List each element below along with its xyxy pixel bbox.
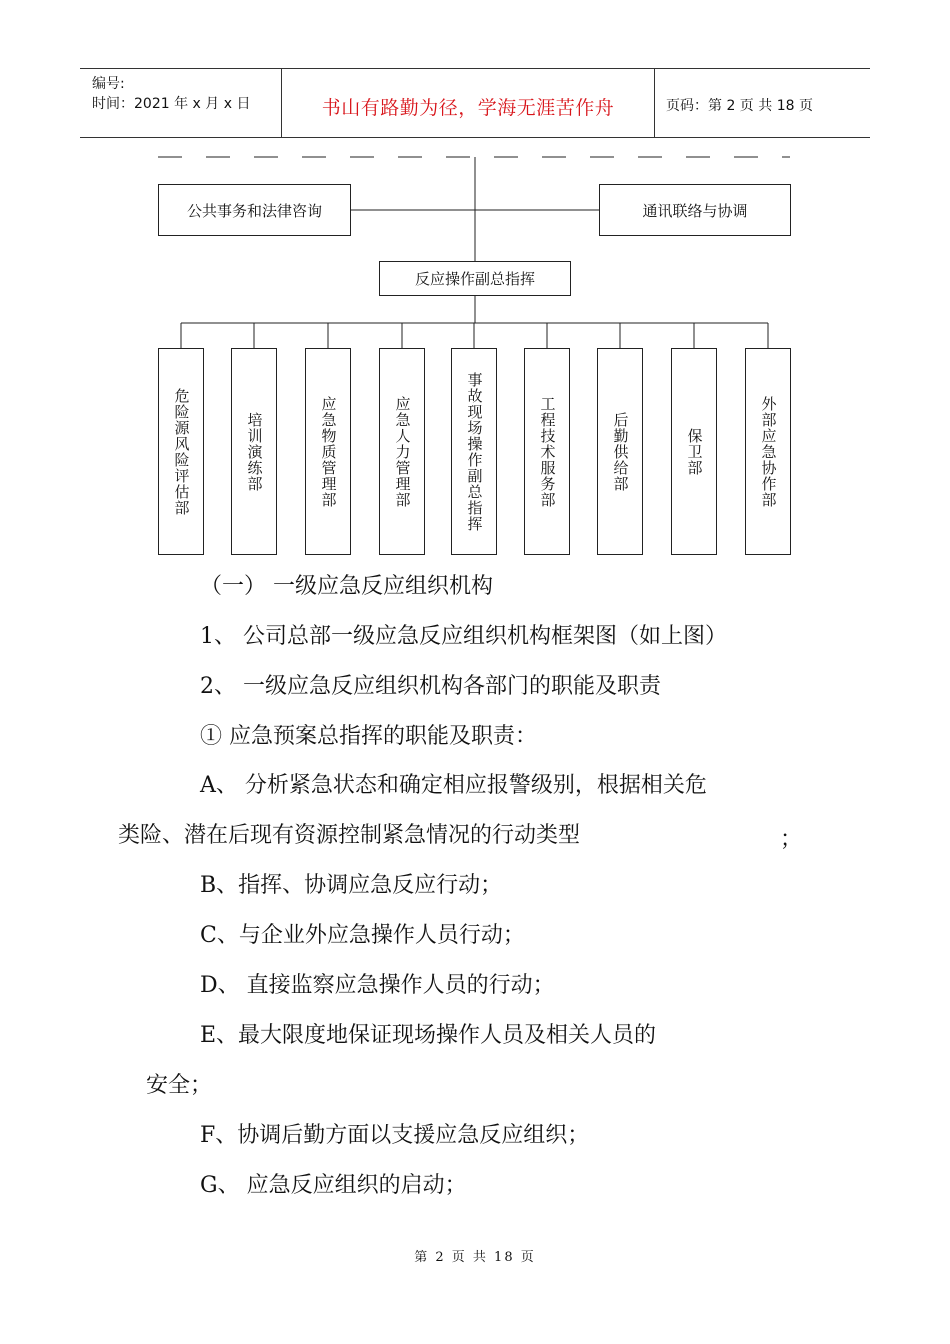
item-e-line2: 安全； (146, 1073, 213, 1098)
dept-box-training (231, 348, 277, 555)
dept-label: 应急人力管理部 (393, 395, 412, 508)
dept-box-logistics (597, 348, 643, 555)
page-footer: 第 2 页 共 18 页 (414, 1250, 536, 1265)
dept-label: 应急物质管理部 (319, 395, 338, 508)
page-header (80, 68, 870, 138)
page-number-label: 页码：第 2 页 共 18 页 (666, 98, 813, 114)
time-label: 时间：2021 年 x 月 x 日 (92, 96, 251, 112)
dept-label: 保卫部 (685, 427, 704, 476)
dept-label: 危险源风险评估部 (172, 387, 191, 516)
dept-box-site-deputy (451, 348, 497, 555)
item-f: F、协调后勤方面以支援应急反应组织； (200, 1123, 590, 1148)
item-b: B、指挥、协调应急反应行动； (200, 873, 503, 898)
item-3: ① 应急预案总指挥的职能及职责： (200, 724, 537, 749)
dept-label: 工程技术服务部 (538, 395, 557, 508)
dept-label: 培训演练部 (245, 411, 264, 492)
motto-text: 书山有路勤为径，学海无涯苦作舟 (321, 97, 615, 119)
code-label: 编号: (92, 76, 125, 92)
item-a-line2: 类险、潜在后现有资源控制紧急情况的行动类型 (118, 823, 581, 848)
dept-label: 外部应急协作部 (759, 395, 778, 508)
dept-box-manpower (379, 348, 425, 555)
section-title: （一） 一级应急反应组织机构 (200, 574, 493, 599)
deputy-commander-box: 反应操作副总指挥 (379, 261, 571, 296)
dept-box-risk-assessment (158, 348, 204, 555)
header-left-cell (80, 69, 280, 137)
dept-box-engineering (524, 348, 570, 555)
legal-consult-box: 公共事务和法律咨询 (158, 184, 351, 236)
item-d: D、 直接监察应急操作人员的行动； (200, 973, 555, 998)
item-a-end: ； (780, 827, 803, 852)
dept-box-security (671, 348, 717, 555)
item-a-line1: A、 分析紧急状态和确定相应报警级别，根据相关危 (200, 773, 707, 798)
item-2: 2、 一级应急反应组织机构各部门的职能及职责 (200, 674, 661, 699)
header-right-cell (654, 69, 870, 137)
dept-box-materials (305, 348, 351, 555)
dept-label: 事故现场操作副总指挥 (465, 371, 484, 532)
dept-label: 后勤供给部 (611, 411, 630, 492)
dept-box-external (745, 348, 791, 555)
item-1: 1、 公司总部一级应急反应组织机构框架图（如上图） (200, 624, 727, 649)
communication-box: 通讯联络与协调 (599, 184, 791, 236)
header-motto-cell (281, 69, 655, 137)
item-e-line1: E、最大限度地保证现场操作人员及相关人员的 (200, 1023, 657, 1048)
item-c: C、与企业外应急操作人员行动； (200, 923, 525, 948)
item-g: G、 应急反应组织的启动； (200, 1173, 467, 1198)
org-chart (0, 140, 950, 560)
